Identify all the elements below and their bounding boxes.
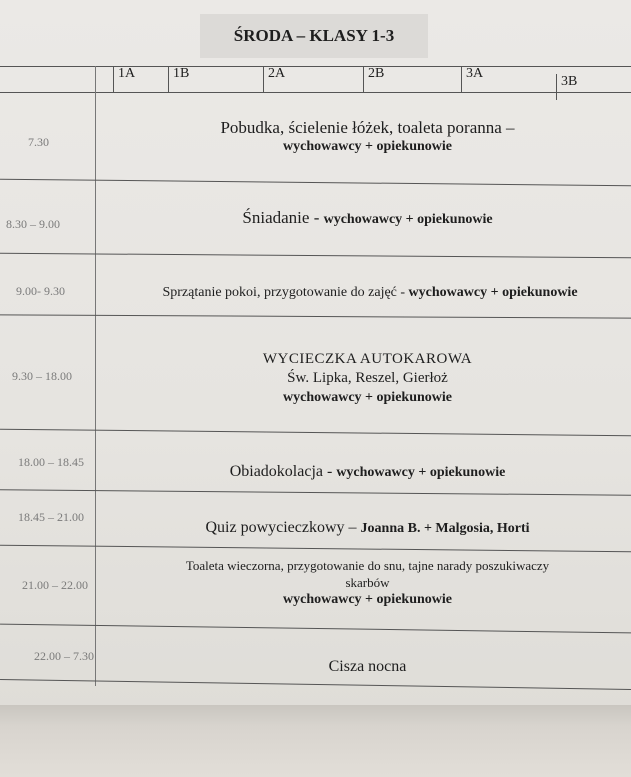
time-cell: 8.30 – 9.00	[6, 217, 60, 231]
activity-text: Sprzątanie pokoi, przygotowanie do zajęć -	[162, 285, 409, 300]
activity-places: Św. Lipka, Reszel, Gierłoż	[287, 370, 448, 386]
time-column-divider	[95, 66, 96, 686]
column-header-2a: 2A	[263, 66, 363, 92]
time-cell: 18.45 – 21.00	[18, 510, 84, 524]
staff-text: wychowawcy + opiekunowie	[283, 139, 452, 154]
time-cell: 9.30 – 18.00	[12, 369, 72, 383]
activity-cell	[110, 350, 625, 407]
staff-text: wychowawcy + opiekunowie	[283, 592, 452, 607]
time-cell: 22.00 – 7.30	[34, 649, 94, 663]
staff-text: Joanna B. + Malgosia, Horti	[360, 521, 530, 536]
activity-text: Toaleta wieczorna, przygotowanie do snu, tajne narady poszukiwaczy	[185, 558, 550, 573]
time-cell: 7.30	[28, 135, 49, 149]
time-cell: 18.00 – 18.45	[18, 455, 84, 469]
activity-cell	[110, 283, 630, 302]
column-header-3a: 3A	[461, 66, 556, 92]
column-header-1b: 1B	[168, 66, 263, 92]
activity-cell	[110, 557, 625, 608]
page-title	[200, 14, 428, 58]
activity-text-cont: skarbów	[345, 575, 390, 590]
time-cell: 9.00- 9.30	[16, 284, 65, 298]
column-header-3b: 3B	[556, 74, 631, 100]
staff-text: wychowawcy + opiekunowie	[408, 285, 578, 300]
activity-text: Śniadanie -	[242, 208, 324, 227]
activity-cell	[110, 462, 625, 482]
staff-text: wychowawcy + opiekunowie	[323, 212, 493, 227]
page-title-text: ŚRODA – KLASY 1-3	[233, 26, 395, 45]
table-surface	[0, 705, 631, 777]
activity-text: Cisza nocna	[328, 658, 407, 675]
activity-text: Pobudka, ścielenie łóżek, toaleta poranna –	[220, 118, 515, 137]
staff-text: wychowawcy + opiekunowie	[283, 390, 452, 405]
activity-cell	[110, 518, 625, 538]
time-cell: 21.00 – 22.00	[22, 578, 88, 592]
activity-cell	[110, 657, 625, 676]
activity-cell	[110, 118, 625, 156]
activity-cell	[110, 208, 625, 229]
column-header-1a: 1A	[113, 66, 168, 92]
activity-text: Obiadokolacja -	[229, 463, 337, 480]
activity-title: WYCIECZKA AUTOKAROWA	[262, 351, 473, 367]
column-header-2b: 2B	[363, 66, 461, 92]
activity-text: Quiz powycieczkowy –	[205, 519, 361, 536]
staff-text: wychowawcy + opiekunowie	[336, 465, 506, 480]
